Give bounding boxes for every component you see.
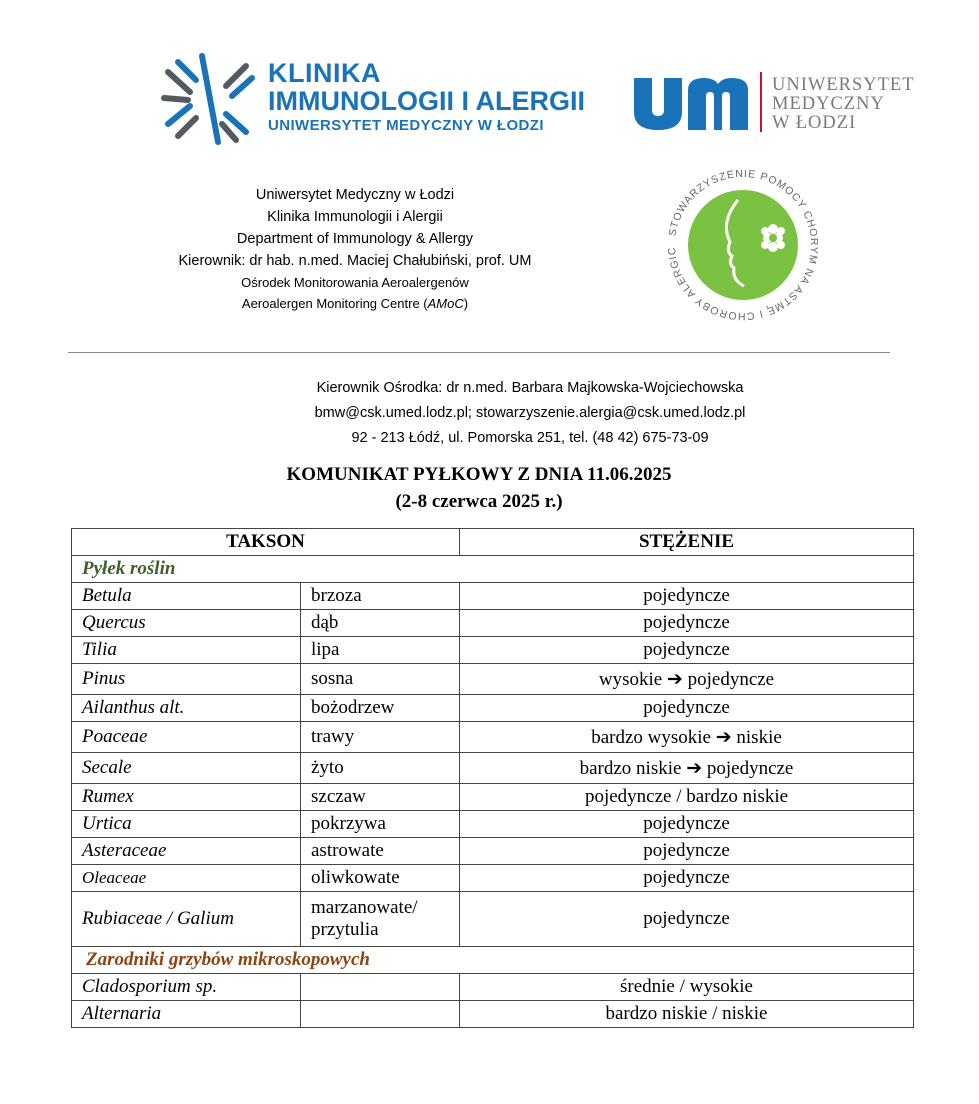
concentration-level: pojedyncze: [460, 892, 914, 947]
klinika-logo: [160, 52, 590, 148]
stowarzyszenie-emblem-icon: [668, 160, 818, 330]
header-taxon: TAKSON: [72, 529, 460, 556]
table-row: [72, 838, 914, 865]
taxon-latin: Cladosporium sp.: [72, 974, 301, 1001]
taxon-polish: trawy: [301, 722, 460, 753]
taxon-polish: żyto: [301, 753, 460, 784]
taxon-polish: pokrzywa: [301, 811, 460, 838]
header-line-centre-en: Aeroalergen Monitoring Centre (AMoC): [241, 296, 469, 311]
table-row: [72, 583, 914, 610]
taxon-latin: Alternaria: [72, 1001, 301, 1028]
contact-emails[interactable]: bmw@csk.umed.lodz.pl; stowarzyszenie.alergia@csk.umed.lodz.pl: [314, 405, 746, 421]
taxon-latin: Rubiaceae / Galium: [72, 892, 301, 947]
report-title: [0, 461, 958, 515]
um-divider: [760, 72, 762, 132]
taxon-polish: oliwkowate: [301, 865, 460, 892]
klinika-logo-line3: UNIWERSYTET MEDYCZNY W ŁODZI: [268, 117, 544, 134]
concentration-level: pojedyncze: [460, 637, 914, 664]
header-line-centre-pl: Ośrodek Monitorowania Aeroalergenów: [241, 275, 469, 290]
um-logo-line2: MEDYCZNY: [772, 94, 885, 114]
header-line-department: Department of Immunology & Allergy: [236, 231, 474, 247]
pollen-table: [71, 528, 914, 1028]
table-row: [72, 784, 914, 811]
taxon-latin: Pinus: [72, 664, 301, 695]
header-line-university: Uniwersytet Medyczny w Łodzi: [255, 187, 455, 203]
table-row: [72, 1001, 914, 1028]
um-logo-line1: UNIWERSYTET: [772, 75, 915, 95]
klinika-emblem-icon: [160, 52, 260, 148]
taxon-polish: [301, 974, 460, 1001]
table-row: [72, 637, 914, 664]
taxon-latin: Betula: [72, 583, 301, 610]
report-title-dates: (2-8 czerwca 2025 r.): [395, 491, 563, 512]
concentration-level: wysokie ➔ pojedyncze: [460, 664, 914, 695]
um-logo-line3: W ŁODZI: [772, 113, 857, 133]
taxon-polish: dąb: [301, 610, 460, 637]
taxon-latin: Quercus: [72, 610, 301, 637]
taxon-latin: Secale: [72, 753, 301, 784]
header-line-head: Kierownik: dr hab. n.med. Maciej Chałubiński, prof. UM: [178, 253, 532, 269]
taxon-polish: bożodrzew: [301, 695, 460, 722]
concentration-level: bardzo niskie / niskie: [460, 1001, 914, 1028]
header-line-clinic: Klinika Immunologii i Alergii: [267, 209, 443, 225]
table-row: [72, 695, 914, 722]
contact-head: Kierownik Ośrodka: dr n.med. Barbara Majkowska-Wojciechowska: [316, 380, 744, 396]
header-concentration: STĘŻENIE: [460, 529, 914, 556]
table-row: [72, 892, 914, 947]
taxon-latin: Tilia: [72, 637, 301, 664]
report-title-main: KOMUNIKAT PYŁKOWY Z DNIA 11.06.2025: [286, 464, 672, 485]
concentration-level: pojedyncze: [460, 583, 914, 610]
table-row: [72, 811, 914, 838]
taxon-polish: brzoza: [301, 583, 460, 610]
table-row: [72, 865, 914, 892]
concentration-level: pojedyncze: [460, 811, 914, 838]
taxon-latin: Urtica: [72, 811, 301, 838]
taxon-polish: sosna: [301, 664, 460, 695]
concentration-level: pojedyncze: [460, 865, 914, 892]
taxon-polish: lipa: [301, 637, 460, 664]
table-row: [72, 610, 914, 637]
header-divider: [68, 352, 890, 353]
table-row: [72, 664, 914, 695]
concentration-level: pojedyncze / bardzo niskie: [460, 784, 914, 811]
klinika-logo-line2: IMMUNOLOGII I ALERGII: [268, 86, 585, 116]
concentration-level: pojedyncze: [460, 695, 914, 722]
table-row: [72, 974, 914, 1001]
table-row: [72, 753, 914, 784]
um-logo: [632, 70, 942, 140]
taxon-latin: Ailanthus alt.: [72, 695, 301, 722]
section-fungi: Zarodniki grzybów mikroskopowych: [72, 947, 914, 974]
table-row: [72, 722, 914, 753]
taxon-latin: Oleaceae: [72, 865, 301, 892]
concentration-level: średnie / wysokie: [460, 974, 914, 1001]
klinika-logo-line1: KLINIKA: [268, 58, 381, 88]
taxon-polish: szczaw: [301, 784, 460, 811]
contact-address: 92 - 213 Łódź, ul. Pomorska 251, tel. (48 42) 675-73-09: [351, 430, 709, 446]
taxon-polish: marzanowate/ przytulia: [301, 892, 460, 947]
um-mark-icon: [632, 70, 762, 132]
concentration-level: bardzo wysokie ➔ niskie: [460, 722, 914, 753]
stowarzyszenie-ring-text: TOWARZYSZENIE POMOCY CH M NA ASTMĘ I CHOROBY ALERGI: [668, 167, 818, 323]
concentration-level: pojedyncze: [460, 610, 914, 637]
header-address: [120, 184, 590, 314]
section-pollen: Pyłek roślin: [72, 556, 914, 583]
stowarzyszenie-logo: [668, 160, 818, 330]
concentration-level: bardzo niskie ➔ pojedyncze: [460, 753, 914, 784]
concentration-level: pojedyncze: [460, 838, 914, 865]
contact-block: [250, 376, 810, 451]
taxon-latin: Poaceae: [72, 722, 301, 753]
taxon-latin: Rumex: [72, 784, 301, 811]
taxon-polish: [301, 1001, 460, 1028]
taxon-latin: Asteraceae: [72, 838, 301, 865]
taxon-polish: astrowate: [301, 838, 460, 865]
